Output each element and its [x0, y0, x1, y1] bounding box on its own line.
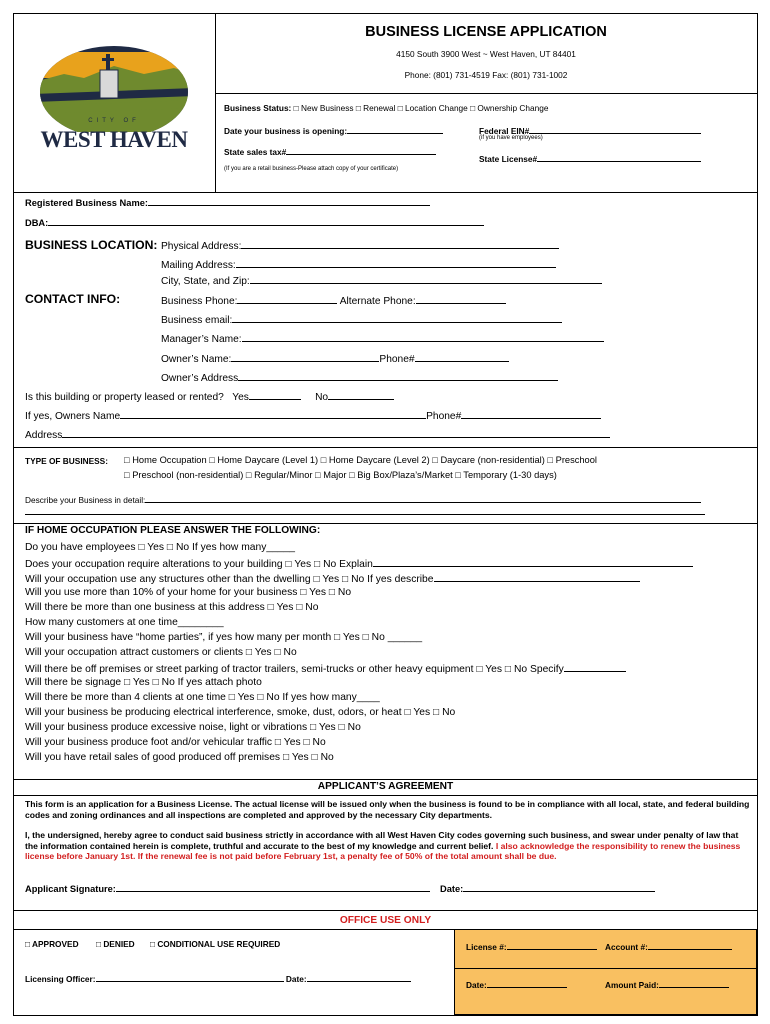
state-license-label: State License# — [479, 154, 538, 164]
fee-date-row — [466, 978, 567, 990]
question-answer-field[interactable] — [564, 662, 626, 672]
business-phone-field[interactable] — [237, 294, 337, 304]
home-occupation-question[interactable] — [25, 602, 318, 613]
state-license-row — [479, 152, 701, 164]
account-number-row — [605, 940, 732, 952]
home-occupation-question[interactable] — [25, 677, 262, 688]
property-address-label: Address — [25, 430, 63, 441]
owner-address-field[interactable] — [238, 371, 558, 381]
home-occupation-heading: IF HOME OCCUPATION PLEASE ANSWER THE FOLLOWING: — [25, 525, 321, 536]
manager-name-field[interactable] — [242, 332, 604, 342]
city-phone-fax: Phone: (801) 731-4519 Fax: (801) 731-1002 — [404, 70, 568, 80]
question-text: Does your occupation require alterations to your building □ Yes □ No Explain — [25, 559, 373, 570]
federal-ein-label: Federal EIN# — [479, 126, 530, 136]
physical-address-field[interactable] — [241, 239, 559, 249]
manager-name-row — [161, 332, 604, 345]
type-options-line2[interactable]: □ Preschool (non-residential) □ Regular/Minor □ Major □ Big Box/Plaza’s/Market □ Temporary (1-30 days) — [124, 470, 557, 480]
question-text: Will your business have “home parties”, if yes how many per month □ Yes □ No ______ — [25, 632, 423, 643]
fee-date-field[interactable] — [487, 978, 567, 988]
agreement-renewal-warning: I also acknowledge the responsibility to renew the business license before January 1st. If the renewal fee is not paid before February 1st, a penalty fee of 50% of the total amount shall be due. — [25, 840, 741, 861]
home-occupation-question[interactable] — [25, 542, 295, 553]
fee-box-divider — [455, 968, 756, 969]
question-text: How many customers at one time________ — [25, 617, 224, 628]
licensing-officer-row — [25, 972, 411, 984]
license-number-row — [466, 940, 597, 952]
form-title: BUSINESS LICENSE APPLICATION — [365, 24, 607, 40]
business-status-row — [224, 103, 548, 113]
type-top-rule — [14, 447, 757, 448]
office-fee-box — [454, 929, 757, 1015]
owners-phone-label: Phone# — [426, 411, 462, 422]
licensing-officer-label: Licensing Officer: — [25, 974, 96, 984]
header-divider — [215, 14, 216, 192]
application-form — [13, 13, 758, 1016]
federal-ein-note: (if you have employees) — [479, 135, 543, 141]
question-text: Will you use more than 10% of your home for your business □ Yes □ No — [25, 587, 352, 598]
owner-name-label: Owner’s Name: — [161, 354, 232, 365]
agreement-heading-rule — [14, 795, 757, 796]
owner-phone-label: Phone# — [379, 354, 415, 365]
agreement-heading: APPLICANT’S AGREEMENT — [317, 781, 454, 792]
manager-name-label: Manager’s Name: — [161, 334, 242, 345]
state-sales-tax-label: State sales tax# — [224, 147, 287, 157]
agreement-date-label: Date: — [440, 884, 464, 894]
question-answer-field[interactable] — [373, 557, 693, 567]
owner-address-label: Owner’s Address — [161, 373, 239, 384]
question-text: Will your occupation attract customers or clients □ Yes □ No — [25, 647, 297, 658]
business-status-options[interactable]: □ New Business □ Renewal □ Location Change □ Ownership Change — [293, 103, 549, 113]
registered-name-row — [25, 196, 430, 208]
approved-checkbox[interactable]: □ APPROVED — [25, 939, 79, 949]
conditional-use-checkbox[interactable]: □ CONDITIONAL USE REQUIRED — [150, 939, 281, 949]
home-occupation-question[interactable] — [25, 737, 326, 748]
officer-date-field[interactable] — [307, 972, 411, 982]
contact-info-heading: CONTACT INFO: — [25, 292, 121, 306]
business-location-heading: BUSINESS LOCATION: — [25, 238, 158, 252]
type-options-line1[interactable]: □ Home Occupation □ Home Daycare (Level 1) □ Home Daycare (Level 2) □ Daycare (non-residential) □ Preschool — [124, 455, 597, 465]
applicant-signature-row — [25, 882, 430, 894]
business-status-label: Business Status: — [224, 103, 292, 113]
city-state-zip-row — [161, 274, 602, 287]
state-license-field[interactable] — [537, 152, 701, 162]
mailing-address-label: Mailing Address: — [161, 260, 236, 271]
business-phone-row — [161, 294, 506, 307]
question-text: Do you have employees □ Yes □ No If yes how many_____ — [25, 542, 296, 553]
question-text: Will your occupation use any structures other than the dwelling □ Yes □ No If yes describe — [25, 574, 434, 585]
leased-question: Is this building or property leased or rented? — [25, 392, 224, 403]
leased-no-field[interactable] — [328, 390, 394, 400]
officer-date-label: Date: — [285, 974, 307, 984]
header-contact-rule — [215, 93, 757, 94]
owner-address-row — [161, 371, 558, 384]
property-address-field[interactable] — [62, 428, 610, 438]
state-sales-tax-field[interactable] — [286, 145, 436, 155]
date-opening-row — [224, 124, 443, 136]
owners-name-label: If yes, Owners Name — [25, 411, 121, 422]
owners-phone-field[interactable] — [461, 409, 601, 419]
leased-yes-label: Yes — [232, 392, 249, 403]
logo-name: WEST HAVEN — [40, 127, 188, 152]
question-text: Will your business produce foot and/or vehicular traffic □ Yes □ No — [25, 737, 326, 748]
owner-name-field[interactable] — [231, 352, 379, 362]
question-text: Will there be more than one business at this address □ Yes □ No — [25, 602, 319, 613]
describe-row — [25, 493, 701, 505]
question-text: Will you have retail sales of good produced off premises □ Yes □ No — [25, 752, 334, 763]
license-number-field[interactable] — [507, 940, 597, 950]
applicant-signature-label: Applicant Signature: — [25, 884, 116, 894]
agreement-date-row — [440, 882, 655, 894]
leased-no-label: No — [315, 392, 329, 403]
alternate-phone-field[interactable] — [416, 294, 506, 304]
federal-ein-field[interactable] — [529, 124, 701, 134]
license-number-label: License #: — [466, 942, 507, 952]
dba-row — [25, 216, 484, 228]
owners-name-field[interactable] — [120, 409, 426, 419]
mailing-address-field[interactable] — [236, 258, 556, 268]
home-occupation-question[interactable] — [25, 692, 380, 703]
leased-yes-field[interactable] — [249, 390, 301, 400]
describe-label: Describe your Business in detail: — [25, 495, 146, 505]
date-opening-field[interactable] — [347, 124, 443, 134]
denied-checkbox[interactable]: □ DENIED — [96, 939, 135, 949]
question-text: Will there be signage □ Yes □ No If yes attach photo — [25, 677, 262, 688]
retail-note: (If you are a retail business-Please attach copy of your certificate) — [224, 166, 399, 172]
home-occupation-question[interactable] — [25, 632, 422, 643]
west-haven-logo — [34, 44, 194, 154]
home-occupation-question[interactable] — [25, 587, 351, 598]
city-state-zip-label: City, State, and Zip: — [161, 276, 250, 287]
amount-paid-row — [605, 978, 729, 990]
city-address: 4150 South 3900 West ~ West Haven, UT 84401 — [396, 49, 576, 59]
agreement-date-field[interactable] — [463, 882, 655, 892]
home-occupation-question[interactable] — [25, 752, 334, 763]
home-occupation-question[interactable] — [25, 572, 640, 585]
owner-phone-field[interactable] — [415, 352, 509, 362]
alternate-phone-label: Alternate Phone: — [339, 296, 416, 307]
registered-name-label: Registered Business Name: — [25, 198, 148, 208]
type-of-business-label: TYPE OF BUSINESS: — [25, 456, 108, 466]
business-email-row — [161, 313, 562, 326]
dba-label: DBA: — [25, 218, 49, 228]
applicant-signature-field[interactable] — [116, 882, 430, 892]
physical-address-row — [161, 239, 559, 252]
amount-paid-field[interactable] — [659, 978, 729, 988]
question-text: Will your business be producing electrical interference, smoke, dust, odors, or heat □ Yes □ No — [25, 707, 456, 718]
business-phone-label: Business Phone: — [161, 296, 238, 307]
amount-paid-label: Amount Paid: — [605, 980, 659, 990]
question-text: Will there be off premises or street parking of tractor trailers, semi-trucks or other heavy equipment □ Yes □ No Specify — [25, 664, 564, 675]
leased-row — [25, 390, 394, 403]
agreement-oath: I, the undersigned, hereby agree to conduct said business strictly in accordance with all West Haven City codes governing such business, and swear under penalty of law that the information contained herein is complete, truthful and accurate to the best of my knowledge and current belief. — [25, 830, 739, 851]
question-text: Will your business produce excessive noise, light or vibrations □ Yes □ No — [25, 722, 361, 733]
logo-city-of: CITY OF — [88, 118, 140, 124]
dba-field[interactable] — [48, 216, 484, 226]
describe-field-2[interactable] — [25, 514, 705, 515]
question-text: Will there be more than 4 clients at one time □ Yes □ No If yes how many____ — [25, 692, 380, 703]
city-state-zip-field[interactable] — [250, 274, 602, 284]
describe-field-1[interactable] — [145, 493, 701, 503]
office-use-heading: OFFICE USE ONLY — [339, 915, 432, 926]
mailing-address-row — [161, 258, 556, 271]
home-occupation-question[interactable] — [25, 707, 455, 718]
physical-address-label: Physical Address: — [161, 241, 242, 252]
account-number-field[interactable] — [648, 940, 732, 950]
home-top-rule — [14, 523, 757, 524]
question-answer-field[interactable] — [434, 572, 640, 582]
agreement-top-rule — [14, 779, 757, 780]
property-owner-row — [25, 409, 601, 422]
state-sales-tax-row — [224, 145, 436, 157]
header-bottom-rule — [14, 192, 757, 193]
property-address-row — [25, 428, 610, 441]
owner-name-row — [161, 352, 509, 365]
home-occupation-question[interactable] — [25, 617, 224, 628]
date-opening-label: Date your business is opening: — [224, 126, 348, 136]
agreement-paragraph-1: This form is an application for a Business License. The actual license will be issued only when the business is found to be in compliance with all local, state, and federal building codes and zoning ordinances and all inspections are completed and approved by the necessary City departments. — [25, 799, 750, 820]
licensing-officer-field[interactable] — [96, 972, 284, 982]
business-email-label: Business email: — [161, 315, 233, 326]
agreement-paragraph-2 — [25, 830, 753, 862]
fee-date-label: Date: — [466, 980, 487, 990]
home-occupation-question[interactable] — [25, 557, 693, 570]
business-email-field[interactable] — [232, 313, 562, 323]
account-number-label: Account #: — [605, 942, 648, 952]
office-top-rule — [14, 910, 757, 911]
home-occupation-question[interactable] — [25, 662, 626, 675]
home-occupation-question[interactable] — [25, 647, 297, 658]
home-occupation-question[interactable] — [25, 722, 361, 733]
registered-name-field[interactable] — [148, 196, 430, 206]
